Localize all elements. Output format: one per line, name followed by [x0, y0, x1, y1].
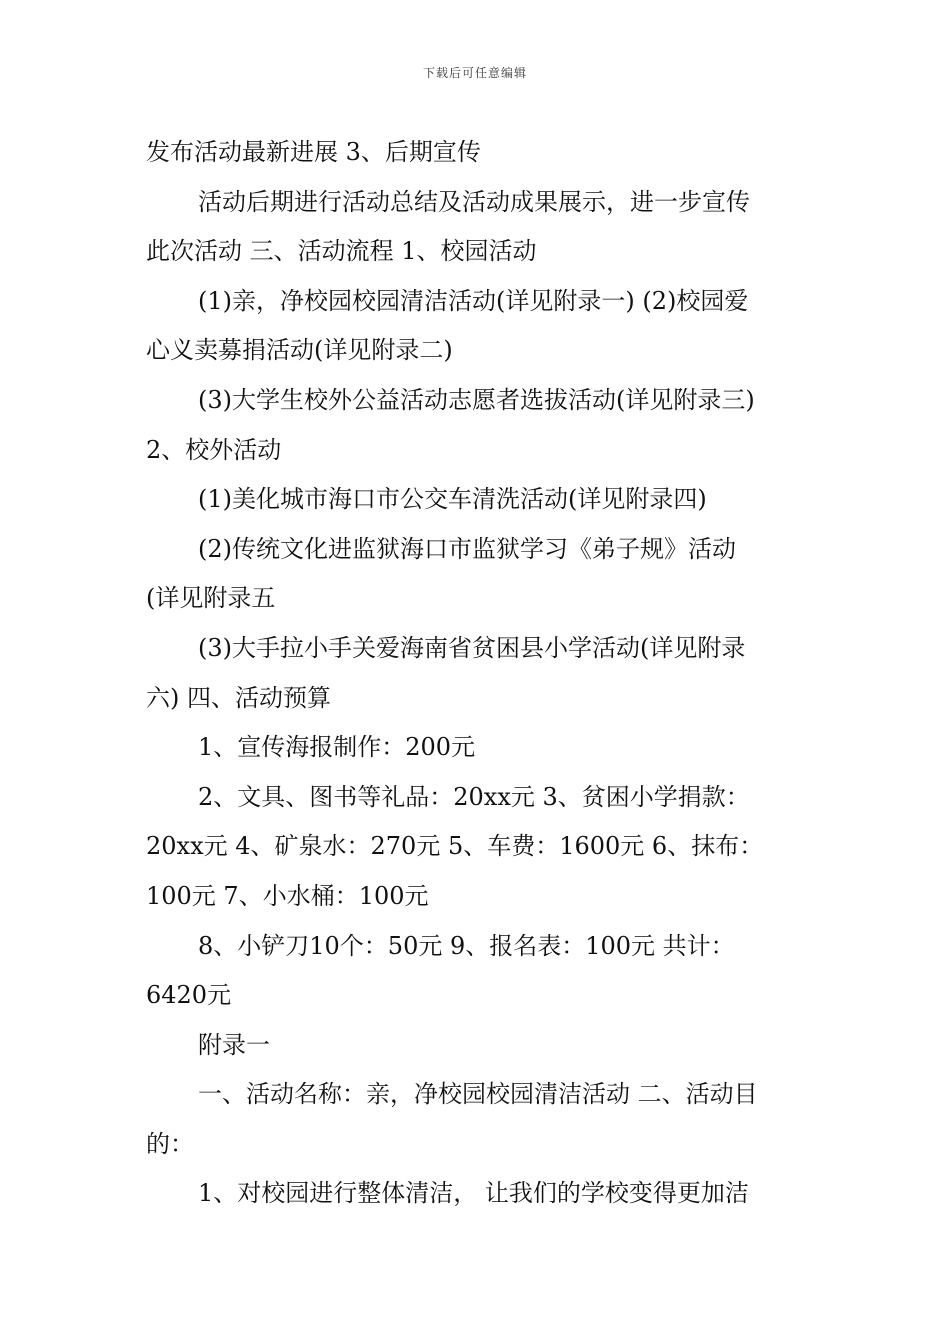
text-line: 1、宣传海报制作：200元 — [198, 733, 476, 762]
text-line: 2、校外活动 — [146, 435, 282, 464]
text-line: 此次活动 三、活动流程 1、校园活动 — [146, 237, 537, 266]
text-line: 发布活动最新进展 3、后期宣传 — [146, 138, 481, 166]
text-line: (1)亲，净校园校园清洁活动(详见附录一) (2)校园爱 — [198, 286, 749, 315]
text-line: (1)美化城市海口市公交车清洗活动(详见附录四) — [198, 485, 707, 514]
text-line: 一、活动名称：亲，净校园校园清洁活动 二、活动目 — [198, 1080, 758, 1109]
page-header: 下载后可任意编辑 — [422, 66, 527, 80]
text-line: 8、小铲刀10个：50元 9、报名表：100元 共计： — [198, 931, 735, 960]
document-body — [146, 128, 808, 1219]
text-line: 心义卖募捐活动(详见附录二) — [146, 336, 453, 365]
text-line: 1、对校园进行整体清洁， 让我们的学校变得更加洁 — [198, 1179, 749, 1208]
text-line: 六) 四、活动预算 — [146, 683, 331, 712]
text-line: (3)大学生校外公益活动志愿者选拔活动(详见附录三) — [198, 385, 755, 414]
text-line: 2、文具、图书等礼品：20xx元 3、贫困小学捐款： — [198, 782, 750, 811]
text-line: 活动后期进行活动总结及活动成果展示，进一步宣传 — [198, 187, 750, 216]
text-line: (3)大手拉小手关爱海南省贫困县小学活动(详见附录 — [198, 633, 746, 662]
text-line: (详见附录五 — [146, 584, 276, 613]
text-line: 的： — [146, 1129, 194, 1158]
text-line: 20xx元 4、矿泉水：270元 5、车费：1600元 6、抹布： — [146, 832, 764, 861]
text-line: (2)传统文化进监狱海口市监狱学习《弟子规》活动 — [198, 534, 736, 563]
text-line: 附录一 — [198, 1030, 270, 1059]
text-line: 100元 7、小水桶：100元 — [146, 881, 429, 910]
text-line: 6420元 — [146, 981, 232, 1010]
